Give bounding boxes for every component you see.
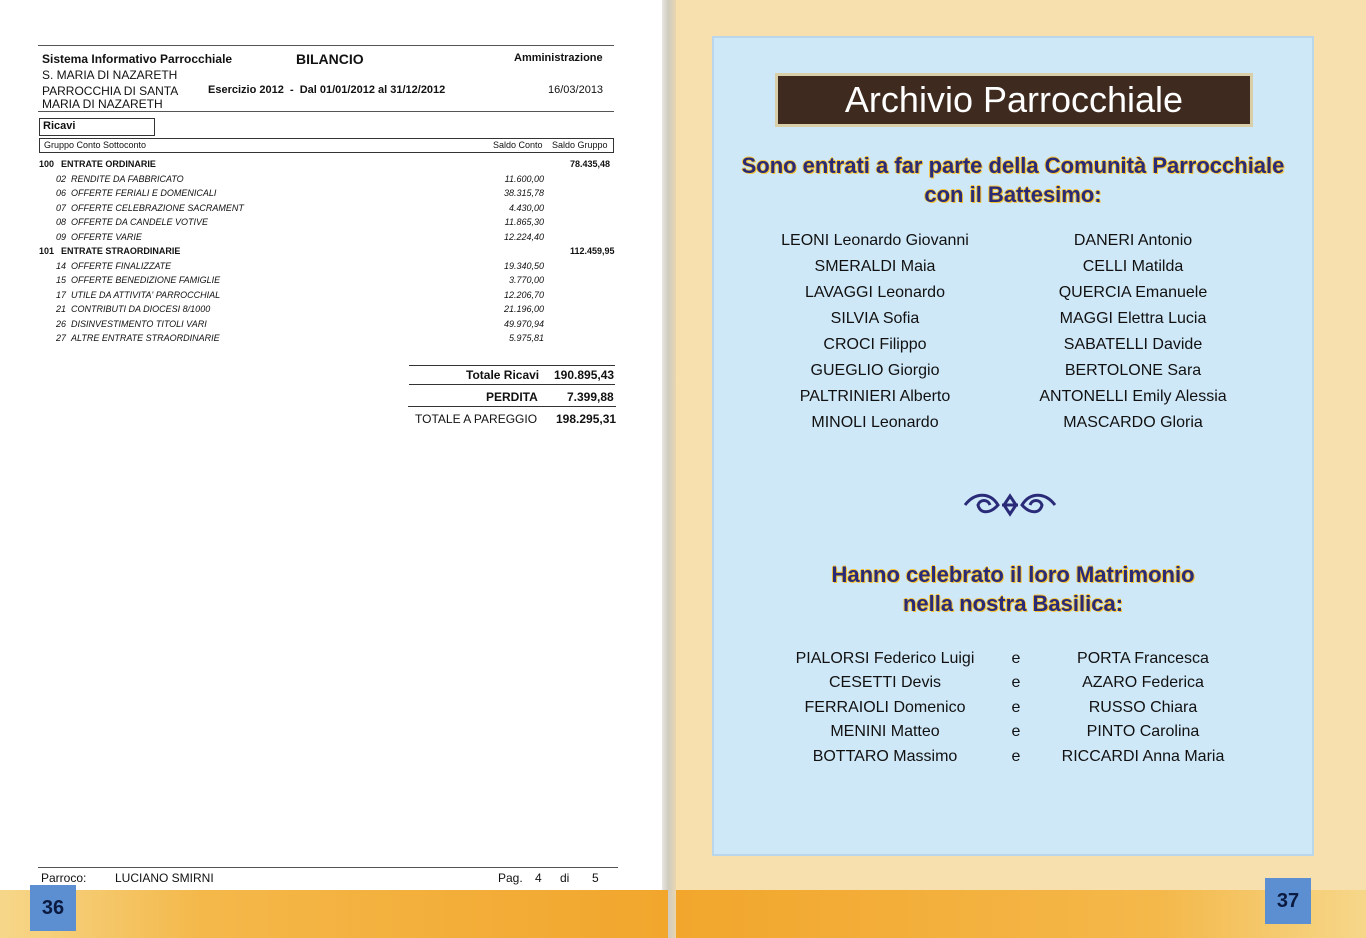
row-code: 07 (56, 202, 67, 213)
row-value: 3.770,00 (508, 275, 544, 286)
doc-title: BILANCIO (296, 51, 364, 67)
row-name: RENDITE DA FABBRICATO (71, 174, 184, 184)
parish-line-1: S. MARIA DI NAZARETH (42, 68, 178, 82)
row-name: CONTRIBUTI DA DIOCESI 8/1000 (71, 304, 211, 315)
totals-rule-3 (408, 406, 616, 407)
row-value: 21.196,00 (503, 304, 544, 315)
spouse-a: CESETTI Devis (828, 674, 941, 692)
spouse-separator: e (1011, 698, 1021, 716)
row-code: 14 (56, 261, 67, 271)
col-saldo-conto: Saldo Conto (493, 140, 543, 150)
book-spine (662, 0, 676, 938)
parroco-name: LUCIANO SMIRNI (115, 871, 214, 885)
row-value: 38.315,78 (503, 188, 544, 199)
baptism-name: SMERALDI Maia (814, 258, 936, 275)
totale-ricavi-label: Totale Ricavi (466, 368, 540, 382)
row-name: OFFERTE CELEBRAZIONE SACRAMENT (71, 202, 244, 213)
row-code: 09 (56, 231, 67, 242)
row-value: 12.206,70 (503, 289, 544, 300)
group-name: ENTRATE STRAORDINARIE (61, 246, 181, 256)
ricavi-label: Ricavi (43, 120, 76, 132)
row-code: 15 (56, 275, 67, 286)
baptism-name: CROCI Filippo (823, 336, 927, 353)
row-name: DISINVESTIMENTO TITOLI VARI (71, 318, 207, 329)
baptism-name: QUERCIA Emanuele (1058, 284, 1208, 301)
row-name: ALTRE ENTRATE STRAORDINARIE (71, 333, 220, 343)
right-page-band (676, 890, 1366, 938)
left-page-band (0, 890, 668, 938)
row-value: 49.970,94 (503, 318, 544, 329)
row-code: 02 (56, 174, 67, 184)
totals-rule-2 (409, 384, 615, 385)
spouse-a: MENINI Matteo (830, 723, 940, 741)
baptism-name: MINOLI Leonardo (811, 414, 939, 431)
row-name: OFFERTE DA CANDELE VOTIVE (71, 217, 209, 228)
spouse-separator: e (1011, 723, 1021, 741)
row-value: 19.340,50 (503, 261, 544, 271)
row-code: 26 (56, 318, 67, 329)
parish-line-2: PARROCCHIA DI SANTA (42, 84, 179, 98)
group-code: 101 (39, 246, 55, 256)
row-name: UTILE DA ATTIVITA' PARROCCHIAL (71, 289, 221, 300)
baptism-name: DANERI Antonio (1073, 232, 1193, 249)
group-name: ENTRATE ORDINARIE (61, 159, 156, 169)
col-saldo-gruppo: Saldo Gruppo (552, 140, 608, 150)
baptism-name: LAVAGGI Leonardo (805, 284, 945, 301)
row-code: 06 (56, 188, 67, 199)
parroco-label: Parroco: (41, 871, 87, 885)
row-code: 17 (56, 289, 67, 300)
baptism-name: SILVIA Sofia (830, 310, 920, 327)
di-label: di (560, 871, 570, 885)
spouse-a: BOTTARO Massimo (812, 747, 958, 765)
marriage-heading-1: Hanno celebrato il loro Matrimonio (831, 562, 1195, 587)
row-name: OFFERTE VARIE (71, 231, 142, 242)
perdita-label: PERDITA (486, 390, 538, 404)
baptism-heading-1: Sono entrati a far parte della Comunità Parrocchiale (741, 153, 1285, 178)
footer-rule (38, 867, 618, 868)
perdita-value: 7.399,88 (567, 390, 614, 404)
baptism-name: SABATELLI Davide (1063, 336, 1203, 353)
baptism-name: BERTOLONE Sara (1064, 362, 1202, 379)
row-code: 27 (56, 333, 67, 343)
row-value: 4.430,00 (508, 202, 544, 213)
row-value: 5.975,81 (508, 333, 544, 343)
parish-line-3: MARIA DI NAZARETH (42, 97, 163, 111)
spouse-b: AZARO Federica (1082, 674, 1204, 692)
baptism-name: CELLI Matilda (1082, 258, 1184, 275)
spouse-separator: e (1011, 650, 1021, 667)
row-code: 21 (56, 304, 67, 315)
section-name: Amministrazione (514, 52, 603, 64)
pareggio-label: TOTALE A PAREGGIO (415, 412, 538, 426)
pareggio-value: 198.295,31 (556, 412, 617, 426)
pag-total: 5 (592, 871, 599, 885)
totals-rule-1 (409, 365, 615, 366)
spouse-b: RUSSO Chiara (1088, 698, 1198, 716)
group-total: 78.435,48 (570, 159, 611, 169)
baptism-name: GUEGLIO Giorgio (810, 362, 940, 379)
report-date: 16/03/2013 (548, 84, 604, 96)
spouse-separator: e (1011, 747, 1021, 765)
baptism-name: MAGGI Elettra Lucia (1059, 310, 1207, 327)
spouse-b: PINTO Carolina (1086, 723, 1200, 741)
spouse-separator: e (1011, 674, 1021, 692)
archive-title: Archivio Parrocchiale (775, 73, 1253, 127)
row-value: 11.600,00 (504, 174, 544, 184)
header-bottom-rule (38, 111, 614, 112)
baptism-name: MASCARDO Gloria (1063, 414, 1203, 431)
fiscal-period: Esercizio 2012 - Dal 01/01/2012 al 31/12/2012 (208, 84, 446, 96)
baptism-name: LEONI Leonardo Giovanni (781, 232, 969, 249)
spouse-b: PORTA Francesca (1077, 650, 1209, 667)
col-gruppo: Gruppo Conto Sottoconto (44, 140, 147, 150)
group-code: 100 (39, 159, 55, 169)
pag-number: 4 (535, 871, 542, 885)
baptism-heading-2: con il Battesimo: (924, 182, 1102, 207)
totale-ricavi-value: 190.895,43 (554, 368, 615, 382)
page-number-right: 37 (1265, 878, 1311, 924)
group-total: 112.459,95 (570, 246, 615, 256)
baptism-name: PALTRINIERI Alberto (799, 388, 951, 405)
row-value: 11.865,30 (504, 217, 544, 228)
spouse-a: FERRAIOLI Domenico (804, 698, 966, 716)
pag-label: Pag. (498, 871, 523, 885)
row-code: 08 (56, 217, 67, 228)
system-name: Sistema Informativo Parrocchiale (42, 52, 233, 66)
header-top-rule (38, 45, 614, 46)
baptism-name: ANTONELLI Emily Alessia (1039, 388, 1227, 405)
row-value: 12.224,40 (503, 231, 544, 242)
row-name: OFFERTE BENEDIZIONE FAMIGLIE (71, 275, 221, 286)
marriage-heading-2: nella nostra Basilica: (902, 591, 1124, 616)
spouse-a: PIALORSI Federico Luigi (795, 650, 975, 667)
row-name: OFFERTE FERIALI E DOMENICALI (71, 188, 217, 199)
page-number-left: 36 (30, 885, 76, 931)
row-name: OFFERTE FINALIZZATE (71, 261, 172, 271)
ornament-divider (960, 490, 1060, 520)
spouse-b: RICCARDI Anna Maria (1061, 747, 1225, 765)
